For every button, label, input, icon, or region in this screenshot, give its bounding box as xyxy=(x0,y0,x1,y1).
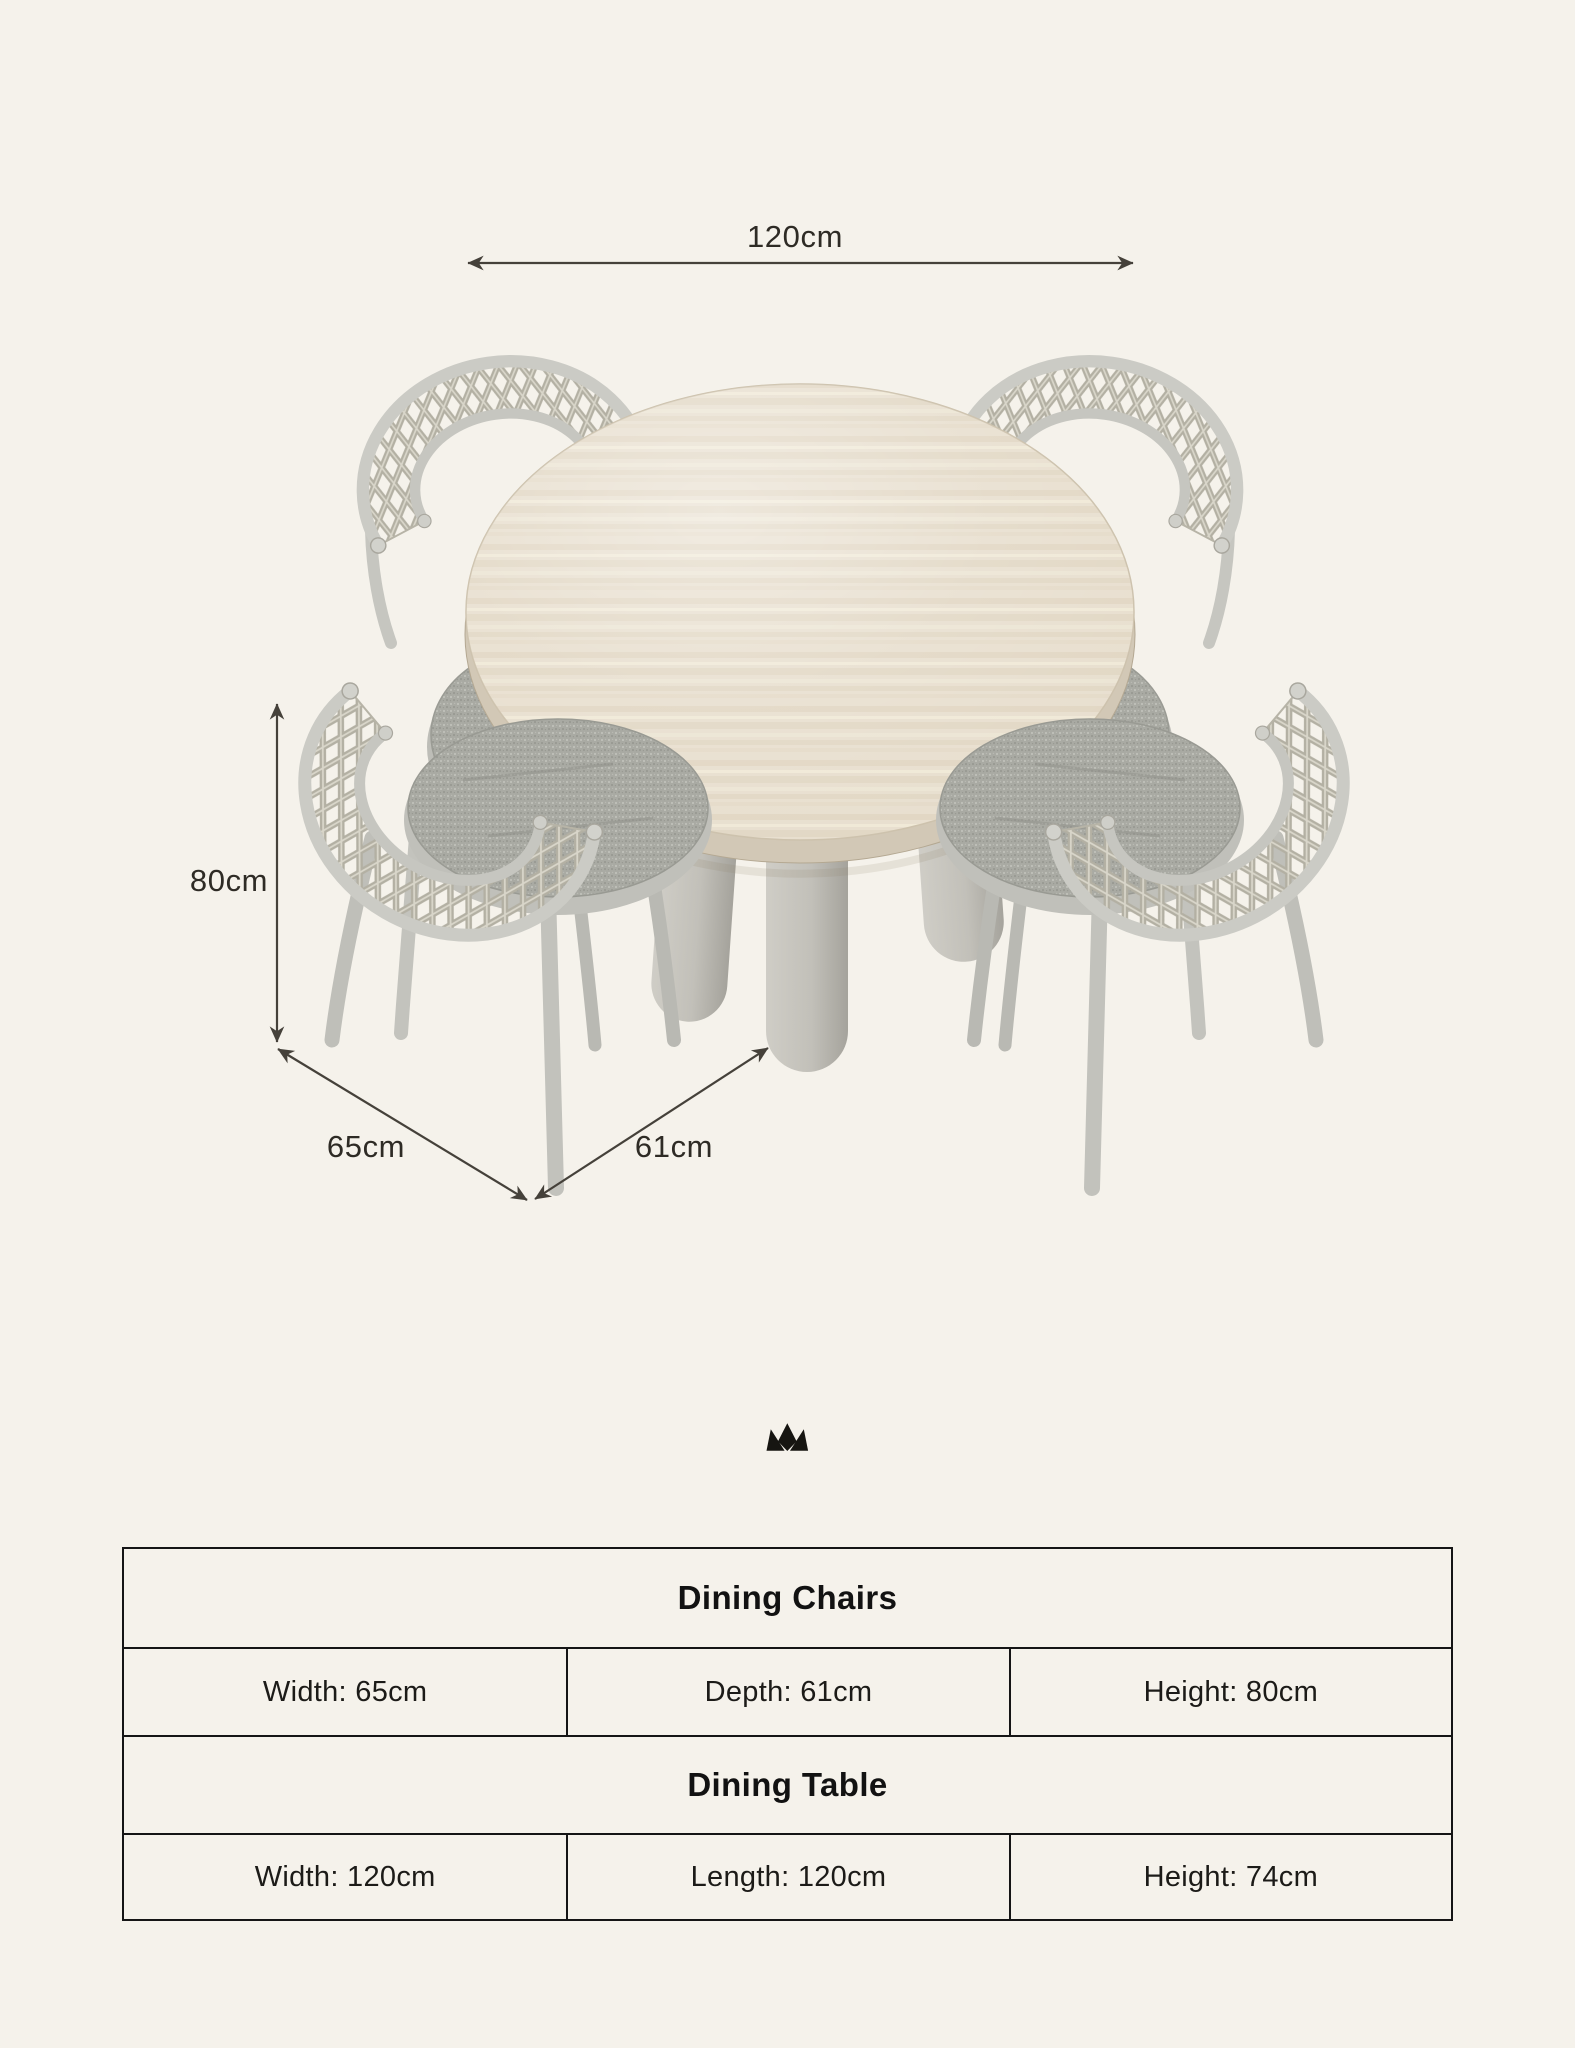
chair-depth-arrow xyxy=(535,1048,768,1199)
spec-section-title: Dining Table xyxy=(687,1766,888,1803)
spec-cell-table-height: Height: 74cm xyxy=(1009,1835,1451,1919)
spec-cell-chair-depth: Depth: 61cm xyxy=(566,1649,1008,1735)
chair-depth-label: 61cm xyxy=(634,1129,714,1164)
spec-row-chairs xyxy=(124,1647,1451,1735)
spec-cell-chair-width: Width: 65cm xyxy=(262,1675,428,1708)
spec-cell-chair-height: Height: 80cm xyxy=(1009,1649,1451,1735)
spec-row-table xyxy=(124,1833,1451,1919)
table-width-label: 120cm xyxy=(746,219,844,254)
chair-height-label: 80cm xyxy=(189,863,269,898)
chair-front-right xyxy=(936,680,1393,1188)
chair-front-left xyxy=(255,680,712,1188)
spec-section-title: Dining Chairs xyxy=(677,1579,898,1616)
spec-section-header-table xyxy=(124,1735,1451,1833)
crown-icon xyxy=(767,1423,809,1451)
spec-cell-table-length: Length: 120cm xyxy=(566,1835,1008,1919)
chair-width-label: 65cm xyxy=(326,1129,406,1164)
spec-section-header-chairs xyxy=(124,1549,1451,1647)
chair-width-arrow xyxy=(278,1049,527,1200)
spec-cell-table-width: Width: 120cm xyxy=(254,1860,436,1893)
spec-table xyxy=(122,1547,1453,1921)
